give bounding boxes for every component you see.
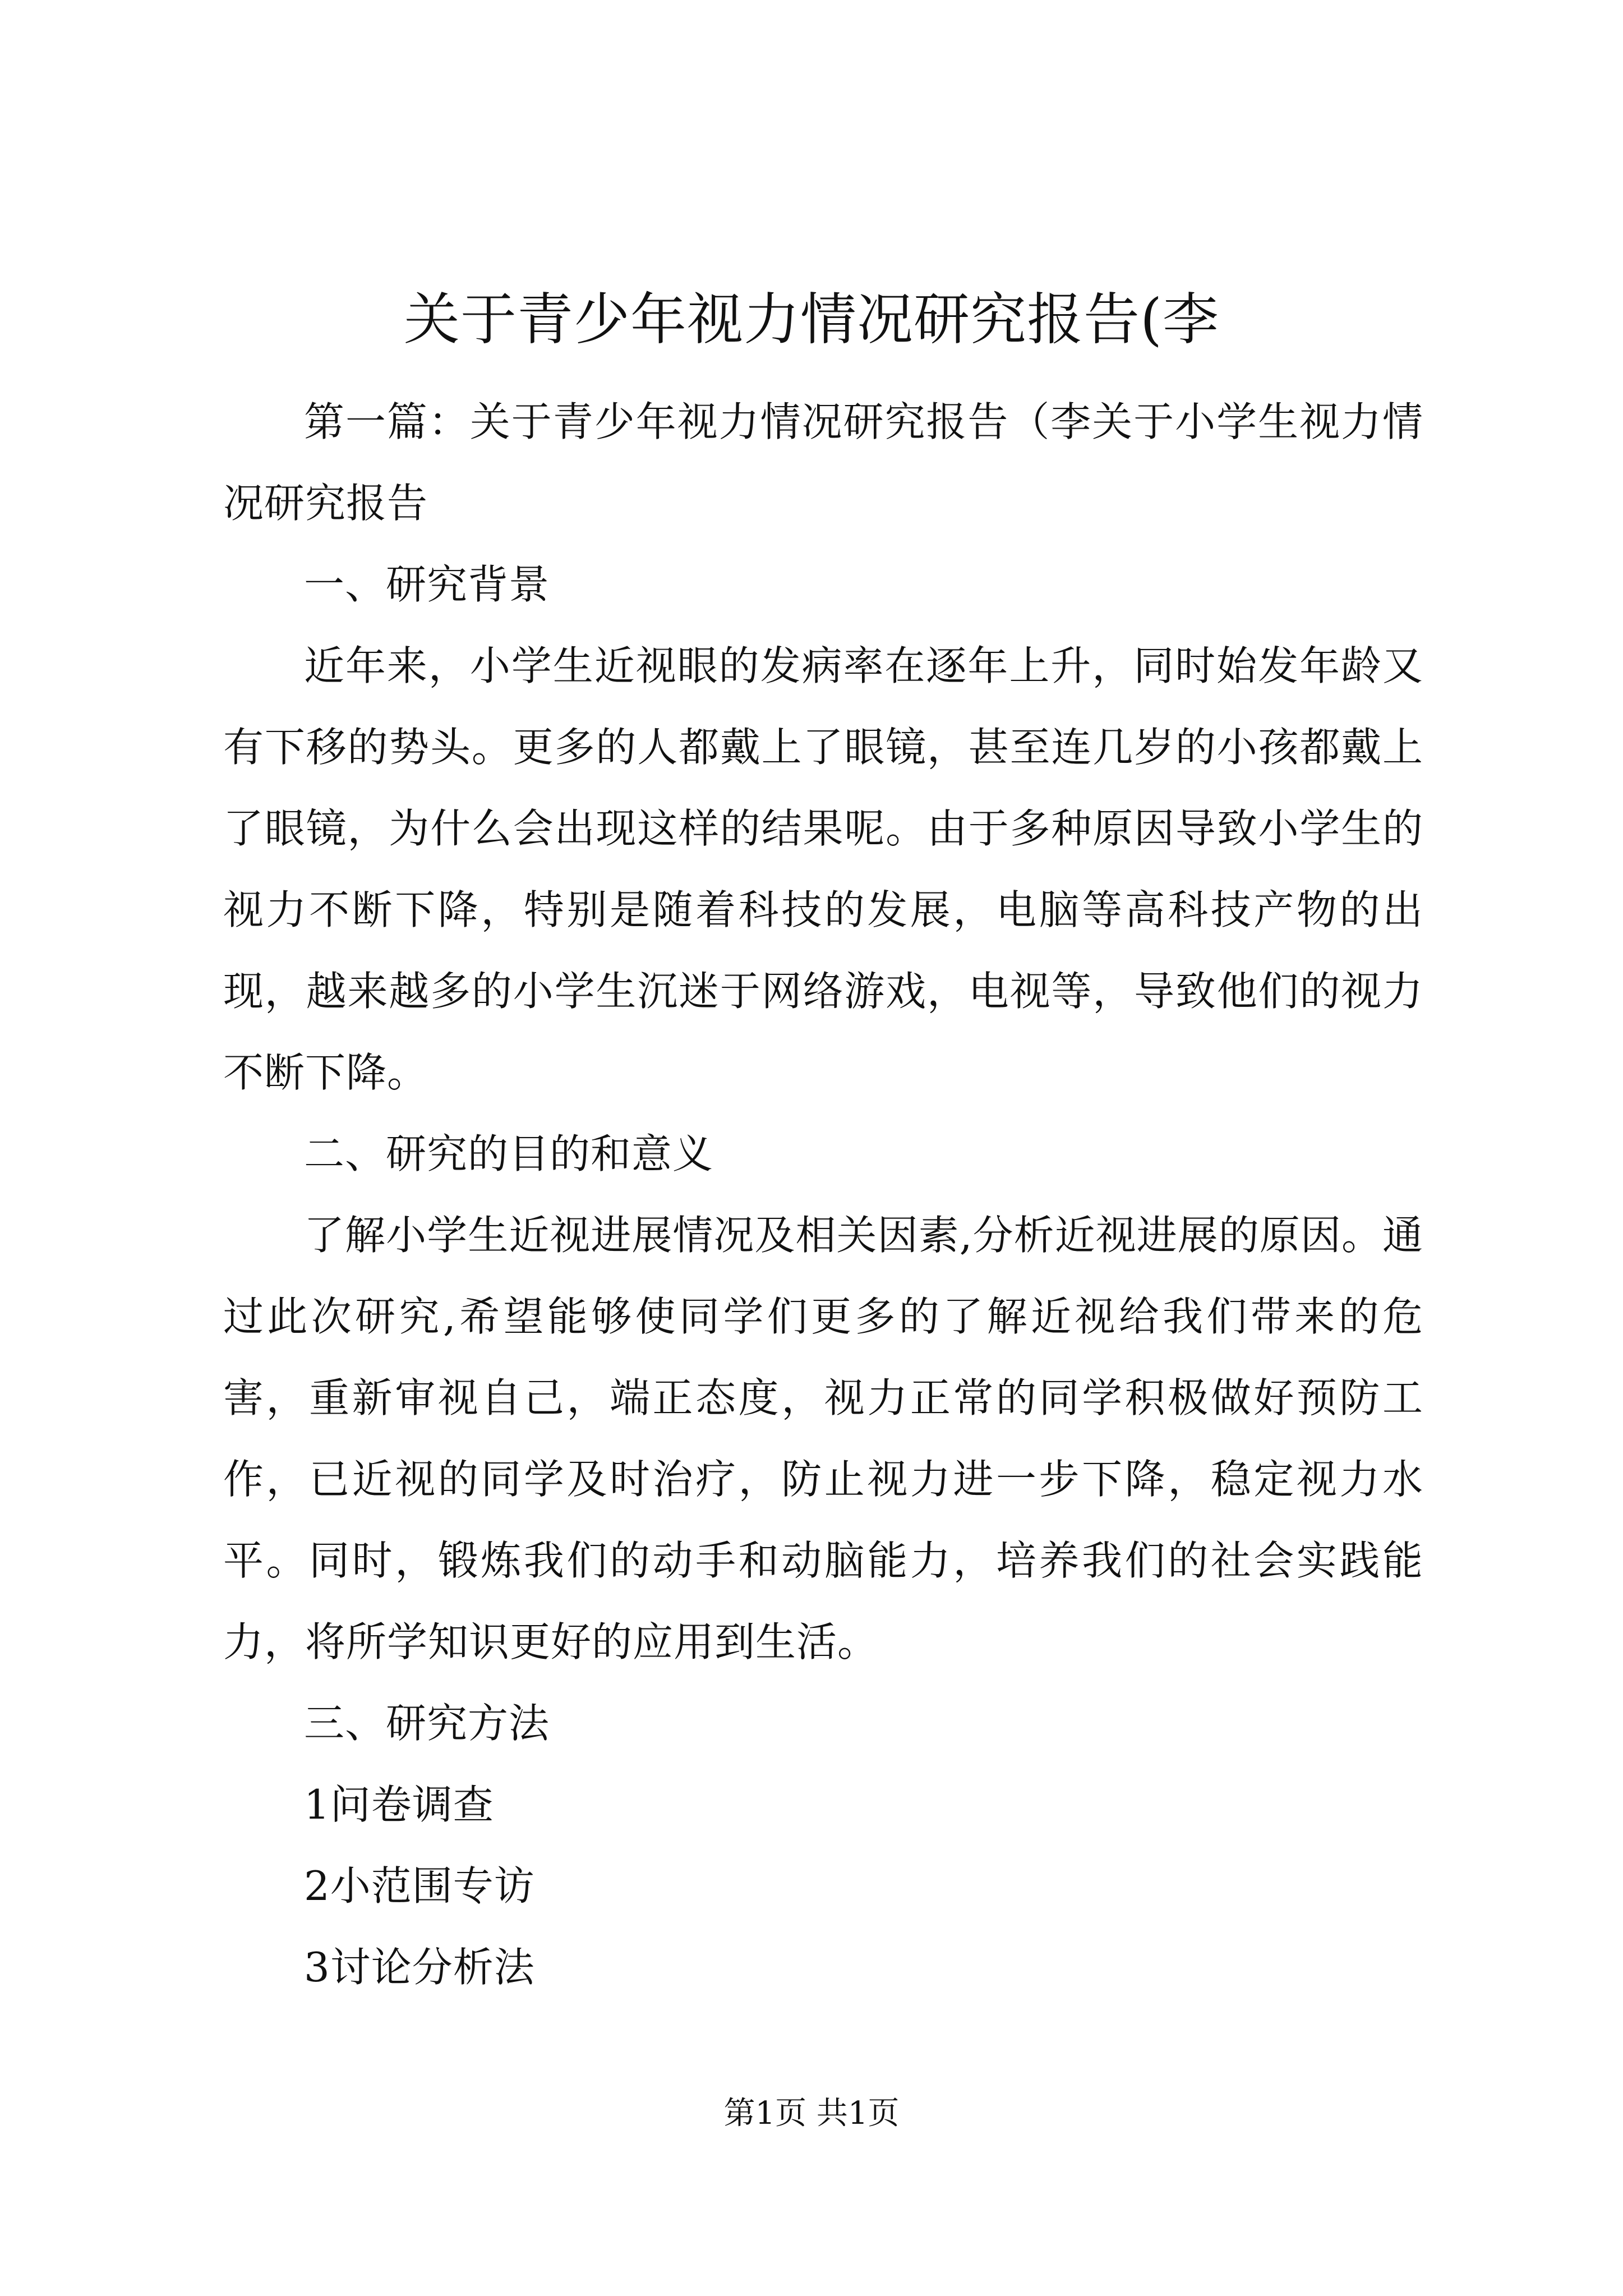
list-item-method-3: 3讨论分析法 xyxy=(304,1944,535,1991)
section-heading-methods: 三、研究方法 xyxy=(304,1700,550,1747)
section-heading-background: 一、研究背景 xyxy=(304,561,550,608)
paragraph-intro: 第一篇：关于青少年视力情况研究报告（李关于小学生视力情况研究报告 xyxy=(223,398,1423,527)
page-footer: 第1页 共1页 xyxy=(723,2095,900,2132)
list-item-method-1: 1问卷调查 xyxy=(304,1781,494,1828)
paragraph-purpose: 了解小学生近视进展情况及相关因素,分析近视进展的原因。通过此次研究,希望能够使同学们更多的了解近视给我们带来的危害，重新审视自己，端正态度，视力正常的同学积极做好预防工作，已近视的同学及时治疗，防止视力进一步下降，稳定视力水平。同时，锻炼我们的动手和动脑能力，培养我们的社会实践能力，将所学知识更好的应用到生活。 xyxy=(223,1212,1423,1665)
list-item-method-2: 2小范围专访 xyxy=(304,1862,535,1910)
paragraph-background: 近年来，小学生近视眼的发病率在逐年上升，同时始发年龄又有下移的势头。更多的人都戴上了眼镜，甚至连几岁的小孩都戴上了眼镜，为什么会出现这样的结果呢。由于多种原因导致小学生的视力不断下降，特别是随着科技的发展，电脑等高科技产物的出现，越来越多的小学生沉迷于网络游戏，电视等，导致他们的视力不断下降。 xyxy=(223,642,1423,1096)
document-title: 关于青少年视力情况研究报告(李 xyxy=(403,287,1219,352)
section-heading-purpose: 二、研究的目的和意义 xyxy=(304,1130,714,1177)
document-body xyxy=(223,381,1423,2008)
